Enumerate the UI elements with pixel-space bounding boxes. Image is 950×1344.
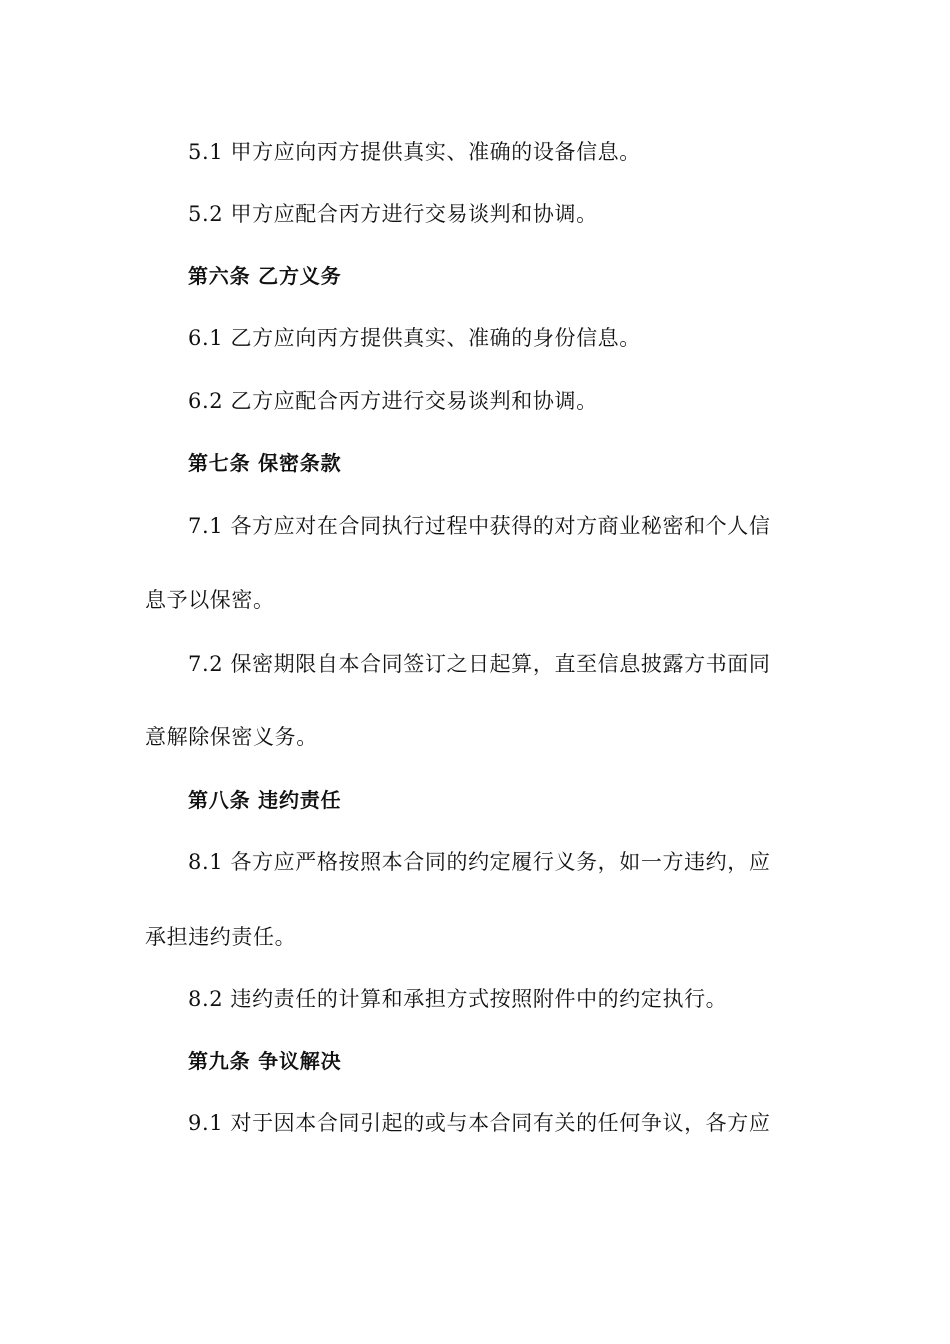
article-7-heading: 第七条 保密条款 [188, 451, 342, 475]
article-9-heading: 第九条 争议解决 [188, 1049, 342, 1073]
clause-5-2: 5.2 甲方应配合丙方进行交易谈判和协调。 [188, 202, 598, 226]
clause-8-1-line-2: 承担违约责任。 [145, 925, 297, 949]
clause-6-2: 6.2 乙方应配合丙方进行交易谈判和协调。 [188, 389, 598, 413]
article-6-heading: 第六条 乙方义务 [188, 264, 342, 288]
clause-7-1-line-2: 息予以保密。 [145, 588, 275, 612]
clause-8-1-line-1: 8.1 各方应严格按照本合同的约定履行义务，如一方违约，应 [188, 850, 771, 874]
clause-6-1: 6.1 乙方应向丙方提供真实、准确的身份信息。 [188, 326, 641, 350]
clause-7-2-line-1: 7.2 保密期限自本合同签订之日起算，直至信息披露方书面同 [188, 652, 771, 676]
clause-7-1-line-1: 7.1 各方应对在合同执行过程中获得的对方商业秘密和个人信 [188, 514, 771, 538]
clause-5-1: 5.1 甲方应向丙方提供真实、准确的设备信息。 [188, 140, 641, 164]
article-8-heading: 第八条 违约责任 [188, 788, 342, 812]
clause-7-2-line-2: 意解除保密义务。 [145, 725, 318, 749]
clause-9-1-line-1: 9.1 对于因本合同引起的或与本合同有关的任何争议，各方应 [188, 1111, 771, 1135]
clause-8-2: 8.2 违约责任的计算和承担方式按照附件中的约定执行。 [188, 987, 728, 1011]
